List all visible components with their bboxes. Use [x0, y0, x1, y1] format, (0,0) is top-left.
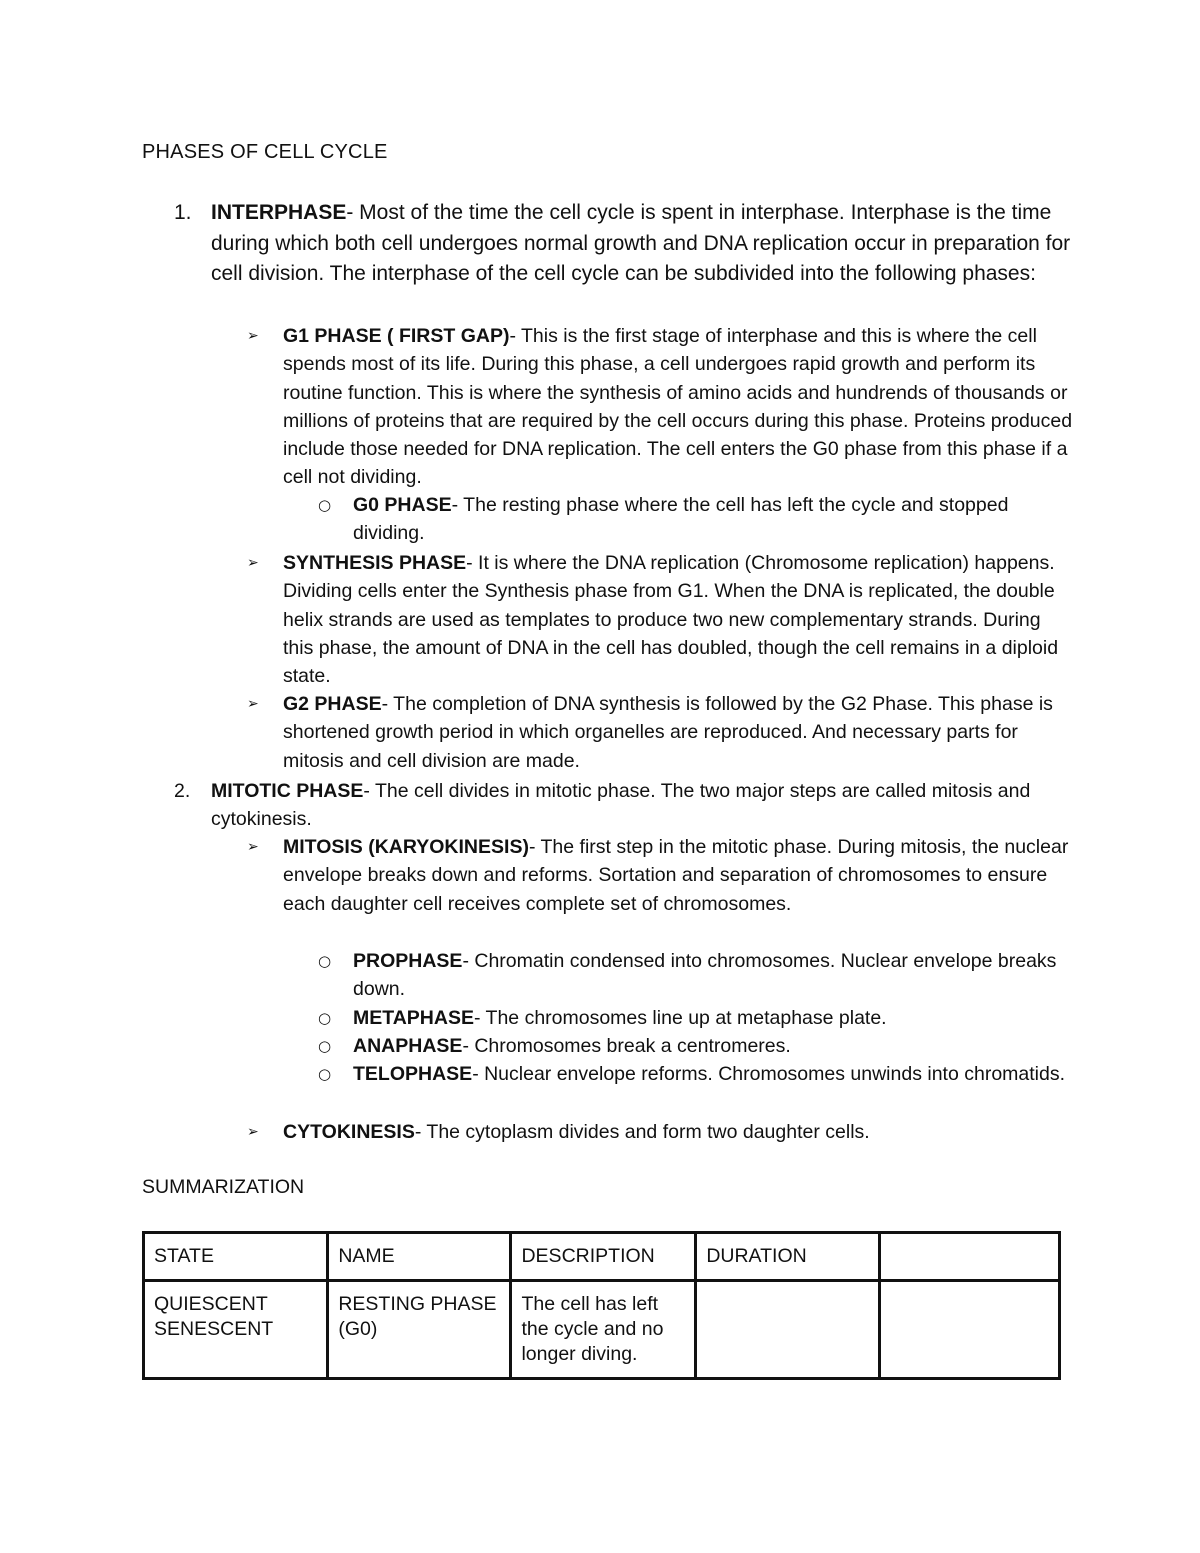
circle-bullet-icon: ○: [318, 1009, 332, 1027]
g2-text: - The completion of DNA synthesis is followed by the G2 Phase. This phase is shortened growth period in which organelles are reproduced. And necessary parts for mitosis and cell division are made.: [283, 693, 1053, 772]
arrow-bullet-icon: ➢: [247, 696, 259, 712]
table-cell-empty: [879, 1281, 1059, 1379]
g0-text: - The resting phase where the cell has left the cycle and stopped dividing.: [353, 494, 1009, 545]
list-item-anaphase: [318, 1032, 1073, 1060]
list-number: 2.: [174, 780, 191, 802]
arrow-bullet-icon: ➢: [247, 555, 259, 571]
list-number: 1.: [174, 201, 192, 224]
arrow-bullet-icon: ➢: [247, 1124, 259, 1140]
term-cytokinesis: CYTOKINESIS: [283, 1121, 415, 1143]
cytokinesis-text: - The cytoplasm divides and form two daughter cells.: [414, 1121, 870, 1143]
mitotic-text: - The cell divides in mitotic phase. The two major steps are called mitosis and cytokinesis.: [211, 780, 1031, 831]
list-item-g0-phase: [318, 491, 1073, 548]
summarization-heading: SUMMARIZATION: [142, 1176, 305, 1198]
table-row: [144, 1281, 1060, 1379]
mitosis-text: - The first step in the mitotic phase. During mitosis, the nuclear envelope breaks down and reforms. Sortation and separation of chromosomes to ensure each daughter cell receives complete set of chromosomes.: [283, 836, 1069, 915]
prophase-text: - Chromatin condensed into chromosomes. Nuclear envelope breaks down.: [353, 950, 1057, 1001]
arrow-bullet-icon: ➢: [247, 328, 259, 344]
term-prophase: PROPHASE: [353, 950, 463, 972]
metaphase-text: - The chromosomes line up at metaphase plate.: [473, 1007, 887, 1029]
interphase-text: - Most of the time the cell cycle is spent in interphase. Interphase is the time during which both cell undergoes normal growth and DNA replication occur in preparation for cell division. The interphase of the cell cycle can be subdivided into the following phases:: [211, 201, 1071, 285]
circle-bullet-icon: ○: [318, 952, 332, 970]
list-item-synthesis-phase: [247, 549, 1073, 690]
document-title: PHASES OF CELL CYCLE: [142, 141, 388, 163]
header-cell-duration: DURATION: [696, 1233, 880, 1281]
anaphase-text: - Chromosomes break a centromeres.: [462, 1035, 791, 1057]
circle-bullet-icon: ○: [318, 1037, 332, 1055]
term-mitosis: MITOSIS (KARYOKINESIS): [283, 836, 529, 858]
list-item-prophase: [318, 947, 1073, 1004]
table-cell-state: QUIESCENT SENESCENT: [144, 1281, 328, 1379]
circle-bullet-icon: ○: [318, 496, 332, 514]
header-cell-name: NAME: [328, 1233, 511, 1281]
list-item-mitosis: [247, 833, 1073, 918]
term-mitotic-phase: MITOTIC PHASE: [211, 780, 364, 802]
list-item-telophase: [318, 1060, 1073, 1088]
synthesis-text: - It is where the DNA replication (Chromosome replication) happens. Dividing cells enter the Synthesis phase from G1. When the DNA is replicated, the double helix strands are used as templates to produce two new complementary strands. During this phase, the amount of DNA in the cell has doubled, though the cell remains in a diploid state.: [283, 552, 1059, 688]
table-cell-duration: [696, 1281, 880, 1379]
list-item-metaphase: [318, 1004, 1073, 1032]
list-item-g2-phase: [247, 690, 1073, 775]
header-cell-empty: [879, 1233, 1059, 1281]
term-interphase: INTERPHASE: [211, 201, 347, 224]
table-cell-description: The cell has left the cycle and no longer diving.: [511, 1281, 696, 1379]
list-item-cytokinesis: [247, 1118, 1073, 1146]
list-item-mitotic-phase: [174, 777, 1071, 834]
g1-text: - This is the first stage of interphase and this is where the cell spends most of its life. During this phase, a cell undergoes rapid growth and perform its routine function. This is where the synthesis of amino acids and hundrends of thousands or millions of proteins that are required by the cell occurs during this phase. Proteins produced include those needed for DNA replication. The cell enters the G0 phase from this phase if a cell not dividing.: [283, 325, 1073, 489]
arrow-bullet-icon: ➢: [247, 839, 259, 855]
table-header-row: [144, 1233, 1060, 1281]
term-g2-phase: G2 PHASE: [283, 693, 382, 715]
list-item-interphase: [174, 198, 1071, 290]
summary-table: [142, 1231, 1061, 1380]
term-g1-phase: G1 PHASE ( FIRST GAP): [283, 325, 510, 347]
term-synthesis-phase: SYNTHESIS PHASE: [283, 552, 467, 574]
telophase-text: - Nuclear envelope reforms. Chromosomes unwinds into chromatids.: [472, 1063, 1066, 1085]
table-cell-name: RESTING PHASE (G0): [328, 1281, 511, 1379]
header-cell-state: STATE: [144, 1233, 328, 1281]
term-telophase: TELOPHASE: [353, 1063, 473, 1085]
term-anaphase: ANAPHASE: [353, 1035, 463, 1057]
circle-bullet-icon: ○: [318, 1065, 332, 1083]
term-g0-phase: G0 PHASE: [353, 494, 452, 516]
term-metaphase: METAPHASE: [353, 1007, 474, 1029]
header-cell-description: DESCRIPTION: [511, 1233, 696, 1281]
list-item-g1-phase: [247, 322, 1073, 492]
